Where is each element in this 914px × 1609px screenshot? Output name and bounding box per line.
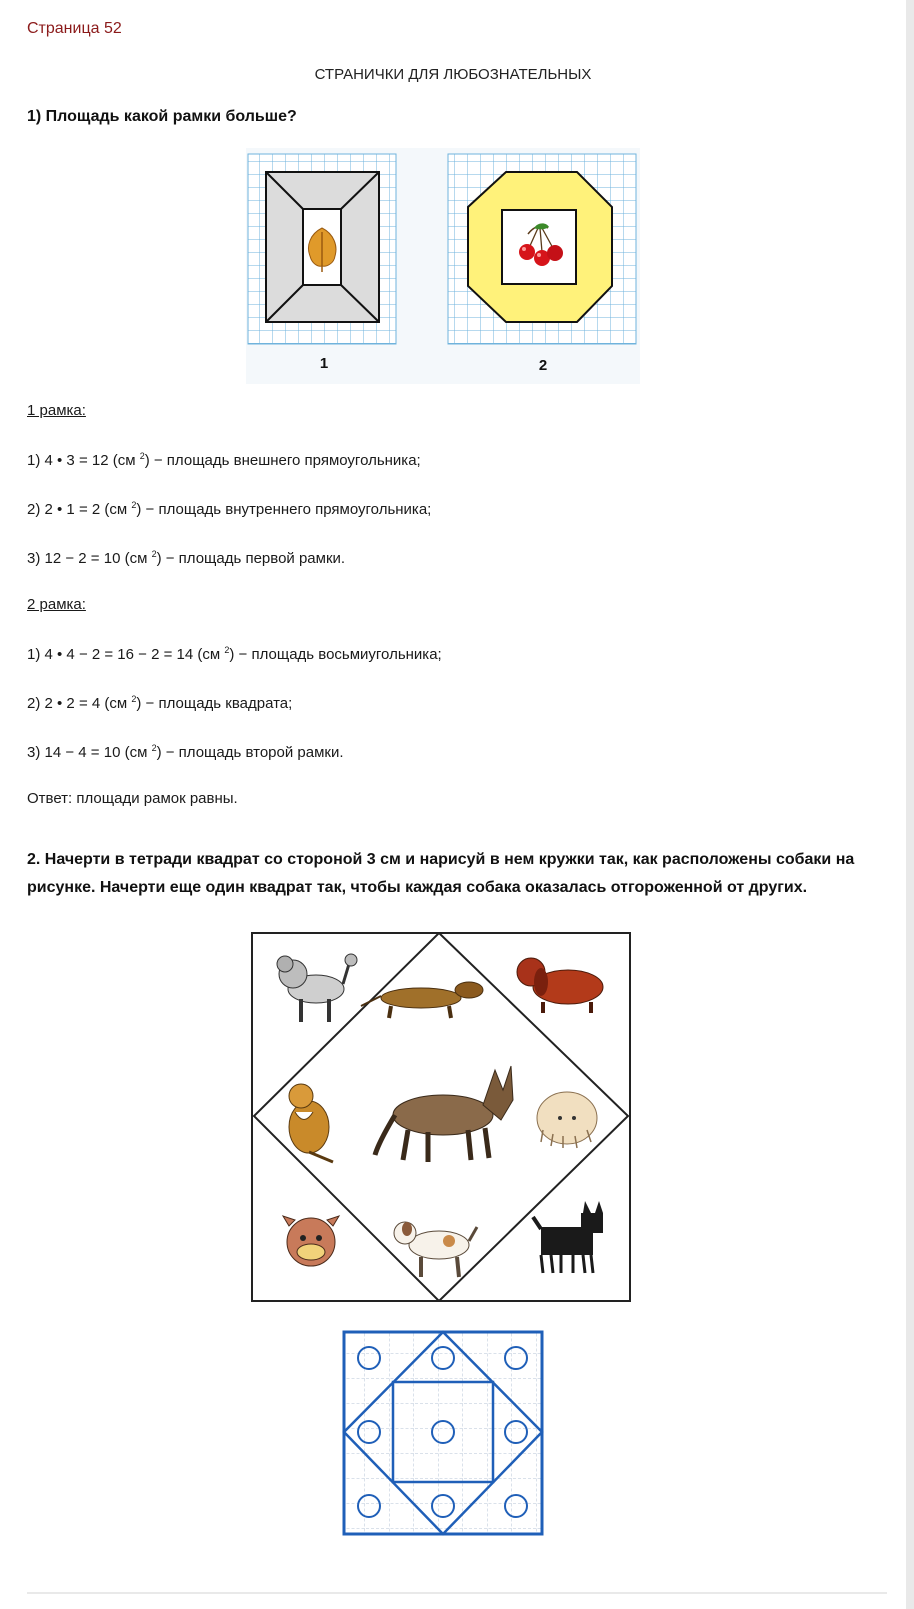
- section-heading: СТРАНИЧКИ ДЛЯ ЛЮБОЗНАТЕЛЬНЫХ: [314, 66, 592, 83]
- figure-label-1: 1: [319, 355, 329, 372]
- frames-figure: [246, 148, 640, 384]
- frame2-step-1: 1) 4 • 4 − 2 = 16 − 2 = 14 (см $^2$) − площадь восьмиугольника;: [27, 645, 442, 663]
- task1-answer: Ответ: площади рамок равны.: [27, 790, 238, 807]
- figure-label-2: 2: [538, 357, 548, 374]
- frame2-step-3: 3) 14 − 4 = 10 (см $^2$) − площадь второй рамки.: [27, 743, 344, 761]
- solution-figure: [340, 1328, 546, 1538]
- task1-title: 1) Площадь какой рамки больше?: [27, 108, 297, 125]
- page-edge-rule: [906, 0, 914, 1609]
- task2-title: 2. Начерти в тетради квадрат со стороной 3 см и нарисуй в нем кружки так, как расположены собаки на рисунке. Начерти еще один квадрат так, чтобы каждая собака оказалась отгороженной от других.: [27, 851, 855, 896]
- frame1-step-3: 3) 12 − 2 = 10 (см $^2$) − площадь первой рамки.: [27, 549, 346, 567]
- frame1-step-2: 2) 2 • 1 = 2 (см $^2$) − площадь внутреннего прямоугольника;: [27, 500, 432, 518]
- bottom-divider: [27, 1592, 887, 1594]
- frame2-label: 2 рамка:: [27, 596, 86, 613]
- frame1-label: 1 рамка:: [27, 402, 86, 419]
- frame1-step-1: 1) 4 • 3 = 12 (см $^2$) − площадь внешнего прямоугольника;: [27, 451, 421, 469]
- dogs-figure: [251, 932, 631, 1302]
- page-link[interactable]: Страница 52: [27, 20, 122, 37]
- frame2-figure: [448, 154, 636, 344]
- frame2-step-2: 2) 2 • 2 = 4 (см $^2$) − площадь квадрата;: [27, 694, 293, 712]
- frame1-figure: [248, 154, 396, 344]
